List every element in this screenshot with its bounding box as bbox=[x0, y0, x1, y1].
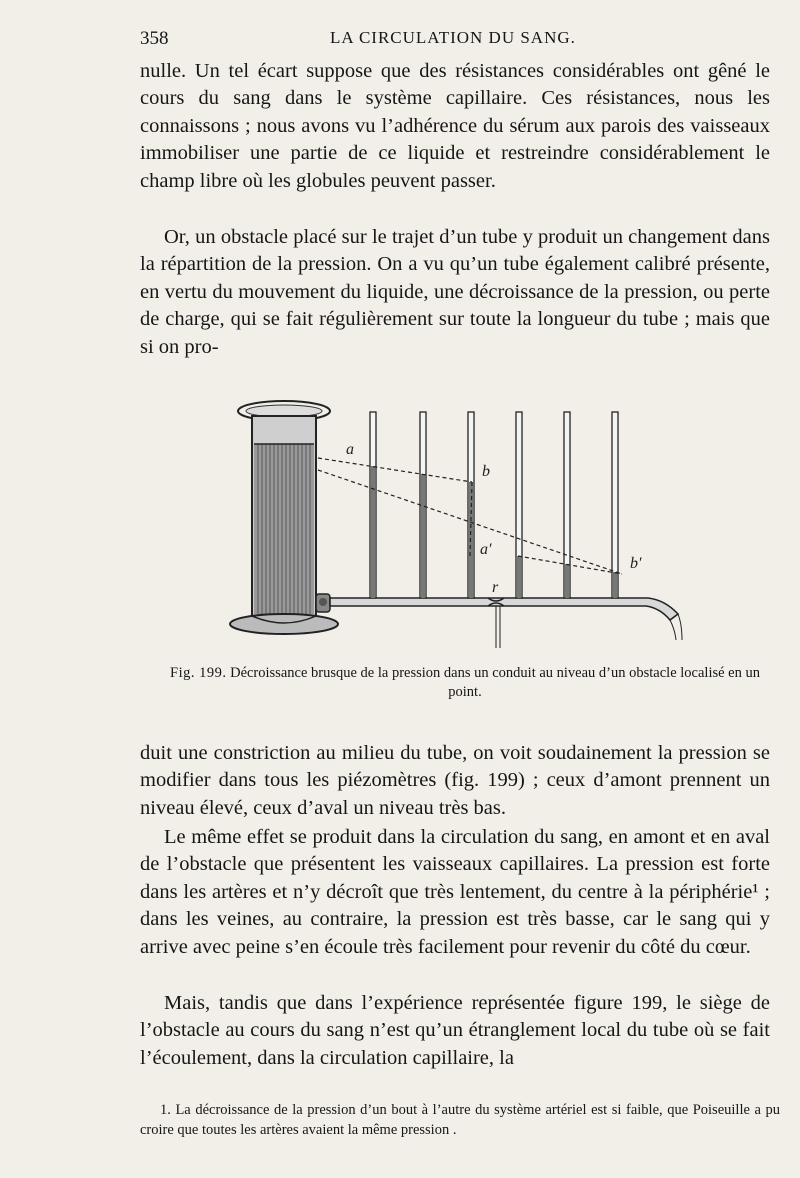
page-number: 358 bbox=[140, 28, 169, 49]
figure-caption bbox=[155, 664, 775, 702]
paragraph-4: Le même effet se produit dans la circulation du sang, en amont et en aval de l’obstacle que présentent les vaisseaux capillaires. La pression est forte dans les artères et n’y décroît que très lentement, du centre à la périphérie¹ ; dans les veines, au contraire, la pression est très basse, car le sang qui y arrive avec peine s’en écoule très facilement pour revenir du côté du cœur. bbox=[140, 826, 770, 958]
horizontal-tube bbox=[330, 598, 682, 640]
figure-caption-text: Décroissance brusque de la pression dans un conduit au niveau d’un obstacle localisé en un point. bbox=[230, 665, 760, 700]
paragraph-5: Mais, tandis que dans l’expérience représentée figure 199, le siège de l’obstacle au cours du sang n’est qu’un étranglement local du tube où se fait l’écoulement, dans la circulation capillaire, la bbox=[140, 992, 770, 1069]
footnote: 1. La décroissance de la pression d’un bout à l’autre du système artériel est si faible, que Poiseuille a pu croire que toutes les artères avaient la même pression . bbox=[140, 1102, 780, 1138]
figure-199-illustration bbox=[170, 378, 730, 660]
label-b: b bbox=[482, 463, 490, 480]
figure-number: Fig. 199. bbox=[170, 665, 227, 681]
label-r: r bbox=[492, 579, 499, 596]
paragraph-1: nulle. Un tel écart suppose que des résistances considérables ont gêné le cours du sang dans le système capillaire. Ces résistances, nous les connaissons ; nous avons vu l’adhérence du sérum aux parois des vaisseaux immobiliser une partie de ce liquide et restreindre considérablement le champ libre où les globules peuvent passer. bbox=[140, 60, 770, 192]
piezometer-apparatus-drawing bbox=[170, 378, 730, 660]
label-a: a bbox=[346, 441, 354, 458]
piezometer-tubes bbox=[370, 412, 618, 598]
outlet-tap bbox=[316, 594, 330, 612]
paragraph-3: duit une constriction au milieu du tube, on voit soudainement la pression se modifier dans tous les piézomètres (fig. 199) ; ceux d’amont prennent un niveau élevé, ceux d’aval un niveau très bas. bbox=[140, 742, 770, 819]
label-b-prime: b′ bbox=[630, 555, 642, 572]
paragraph-2: Or, un obstacle placé sur le trajet d’un tube y produit un changement dans la répartition de la pression. On a vu qu’un tube également calibré présente, en vertu du mouvement du liquide, une décroissance de la pression, ou perte de charge, qui se fait régulièrement sur toute la longueur du tube ; mais que si on pro- bbox=[140, 226, 770, 358]
label-a-prime: a′ bbox=[480, 541, 492, 558]
page-header bbox=[140, 28, 788, 56]
running-title: LA CIRCULATION DU SANG. bbox=[330, 28, 576, 47]
